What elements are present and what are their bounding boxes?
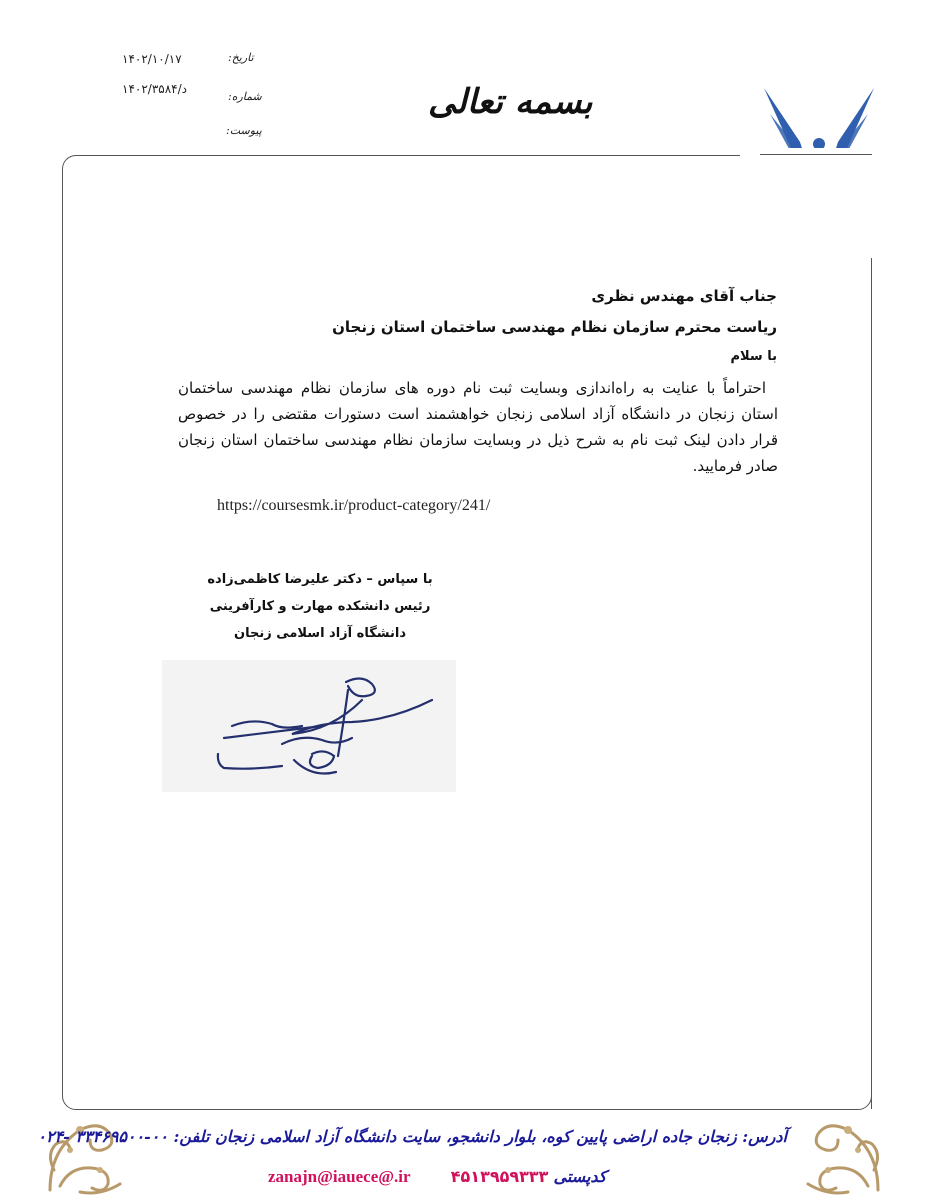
basmala-heading: بسمه تعالی (428, 82, 593, 122)
ornament-left-graphic (40, 1110, 128, 1196)
footer-postal-code: ۴۵۱۳۹۵۹۳۳۳ (450, 1167, 549, 1186)
footer-email[interactable]: zanajn@iauece@.ir (268, 1167, 411, 1186)
frame-top-rule (760, 154, 872, 155)
letter-number-value: ۱۴۰۲/د/۳۵۸۴ (122, 82, 187, 96)
footer-contact-row (268, 1167, 606, 1187)
footer-ornament-right (800, 1110, 888, 1196)
footer-postal-label: کدپستی (553, 1167, 607, 1186)
frame-logo-gap (740, 148, 880, 258)
recipient-name: جناب آقای مهندس نظری (591, 287, 777, 305)
footer-ornament-left (40, 1110, 128, 1196)
greeting: با سلام (730, 349, 777, 364)
frame-right-rule (871, 258, 872, 1109)
attachment-label: پیوست: (226, 124, 262, 137)
signer-name: با سپاس – دکتر علیرضا کاظمی‌زاده (207, 572, 433, 587)
date-value: ۱۴۰۲/۱۰/۱۷ (122, 52, 182, 66)
footer-address: آدرس: زنجان جاده اراضی پایین کوه، بلوار دانشجو، سایت دانشگاه آزاد اسلامی زنجان تلفن: ۰۰-۳۳۴۶۹۵۰۰ -۰۲۴ (37, 1127, 787, 1146)
date-label: تاریخ: (228, 51, 254, 64)
signature-strokes (162, 660, 456, 792)
registration-link[interactable]: https://coursesmk.ir/product-category/241/ (217, 497, 491, 514)
signer-organization: دانشگاه آزاد اسلامی زنجان (233, 626, 407, 641)
signature-block (190, 566, 450, 647)
signer-position: رئیس دانشکده مهارت و کارآفرینی (209, 599, 431, 614)
handwritten-signature (162, 660, 456, 792)
ornament-right-graphic (800, 1110, 888, 1196)
letter-number-label: شماره: (228, 90, 262, 103)
letter-body: احتراماً با عنایت به راه‌اندازی وبسایت ثبت نام دوره های سازمان نظام مهندسی ساختمان استان زنجان در دانشگاه آزاد اسلامی زنجان خواهشمند است دستورات مقتضی را در خصوص قرار دادن لینک ثبت نام به شرح ذیل در وبسایت سازمان نظام مهندسی ساختمان استان زنجان صادر فرمایید. (178, 379, 778, 475)
recipient-title: ریاست محترم سازمان نظام مهندسی ساختمان استان زنجان (332, 318, 777, 336)
